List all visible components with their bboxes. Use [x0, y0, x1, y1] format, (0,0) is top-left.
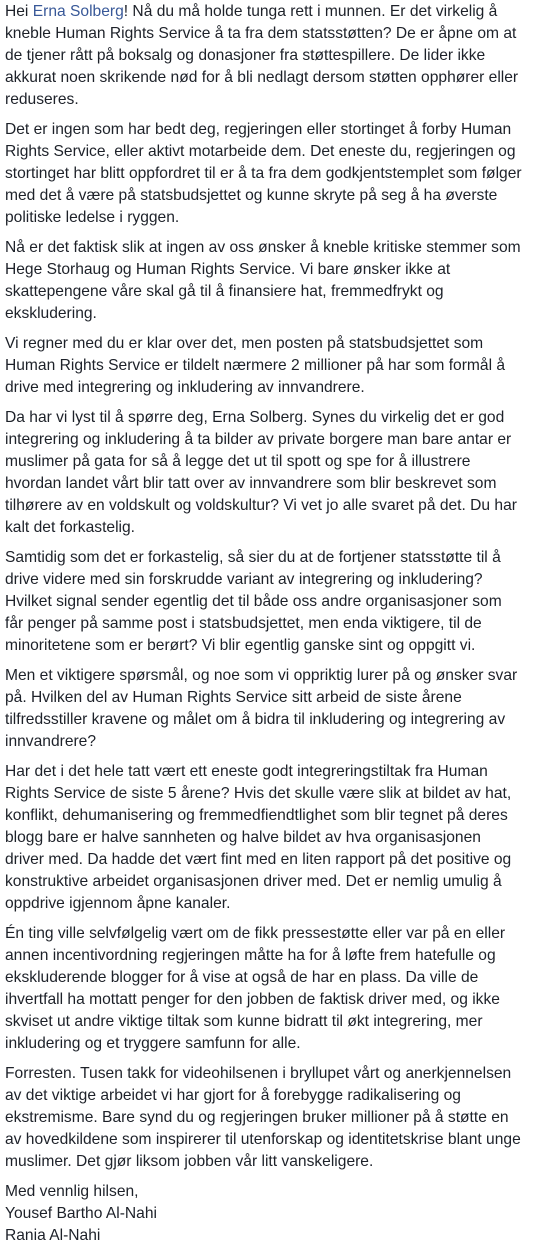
paragraph: Det er ingen som har bedt deg, regjeringen eller stortinget å forby Human Rights Service, eller aktivt motarbeide dem. Det eneste du, regjeringen og stortinget har blitt oppfordret til er å ta fra dem godkjentstemplet som følger med det å være på statsbudsjettet og kunne skryte på seg å ha øverste politiske ledelse i ryggen.: [5, 121, 522, 226]
signature-name: Rania Al-Nahi: [5, 1227, 101, 1244]
paragraph: Har det i det hele tatt vært ett eneste godt integreringstiltak fra Human Rights Service de siste 5 årene? Hvis det skulle være slik at bildet av hat, konflikt, dehumanisering og fremmedfiendtlighet som blir tegnet på deres blogg bare er halve sannheten og halve bildet av hva organisasjonen driver med. Da hadde det vært fint med en liten rapport på det positive og konstruktive arbeidet organisasjonen driver med. Det er nemlig umulig å oppdrive igjennom åpne kanaler.: [5, 763, 512, 912]
signature: [5, 1181, 523, 1247]
signature-name: Yousef Bartho Al-Nahi: [5, 1205, 157, 1222]
post-body: [0, 1, 533, 1247]
signature-closing: Med vennlig hilsen,: [5, 1183, 139, 1200]
paragraph: Forresten. Tusen takk for videohilsenen i bryllupet vårt og anerkjennelsen av det viktige arbeidet vi har gjort for å forebygge radikalisering og ekstremisme. Bare synd du og regjeringen bruker millioner på å støtte en av hovedkildene som inspirerer til utenforskap og identitetskrise blant unge muslimer. Det gjør liksom jobben vår litt vanskeligere.: [5, 1065, 521, 1170]
paragraph: Men et viktigere spørsmål, og noe som vi oppriktig lurer på og ønsker svar på. Hvilken del av Human Rights Service sitt arbeid de siste årene tilfredsstiller kravene og målet om å bidra til inkludering og integrering av innvandrere?: [5, 667, 518, 750]
paragraph: Nå er det faktisk slik at ingen av oss ønsker å kneble kritiske stemmer som Hege Storhaug og Human Rights Service. Vi bare ønsker ikke at skattepengene våre skal gå til å finansiere hat, fremmedfrykt og ekskludering.: [5, 239, 521, 322]
paragraph: Vi regner med du er klar over det, men posten på statsbudsjettet som Human Rights Service er tildelt nærmere 2 millioner på har som formål å drive med integrering og inkludering av innvandrere.: [5, 335, 506, 396]
paragraph: Én ting ville selvfølgelig vært om de fikk pressestøtte eller var på en eller annen incentivordning regjeringen måtte ha for å løfte frem hatefulle og ekskluderende blogger for å vise at også de har en plass. Da ville de ihvertfall ha mottatt penger for den jobben de faktisk driver med, og ikke skviset ut andre viktige tiltak som kunne bidratt til økt integrering, mer inkludering og et tryggere samfunn for alle.: [5, 925, 506, 1052]
greeting-text: Hei: [5, 3, 33, 20]
mention-link-erna-solberg[interactable]: Erna Solberg: [32, 3, 124, 20]
paragraph: Samtidig som det er forkastelig, så sier du at de fortjener statsstøtte til å drive videre med sin forskrudde variant av integrering og inkludering? Hvilket signal sender egentlig det til både oss andre organisasjoner som får penger på samme post i statsbudsjettet, men enda viktigere, til de minoritetene som er berørt? Vi blir egentlig ganske sint og oppgitt vi.: [5, 549, 502, 654]
paragraph-text: ! Nå du må holde tunga rett i munnen. Er det virkelig å kneble Human Rights Service å ta fra dem statsstøtten? De er åpne om at de tjener rått på boksalg og donasjoner fra støttespillere. De lider ikke akkurat noen skrikende nød for å bli nedlagt dersom støtten opphører eller reduseres.: [5, 3, 519, 108]
paragraph-greeting: [5, 1, 523, 111]
paragraph: Da har vi lyst til å spørre deg, Erna Solberg. Synes du virkelig det er god integrering og inkludering å ta bilder av private borgere man bare antar er muslimer på gata for så å legge det ut til spott og spe for å illustrere hvordan landet vårt blir tatt over av innvandrere som blir beskrevet som tilhørere av en voldskult og voldskultur? Vi vet jo alle svaret på det. Du har kalt det forkastelig.: [5, 409, 517, 536]
